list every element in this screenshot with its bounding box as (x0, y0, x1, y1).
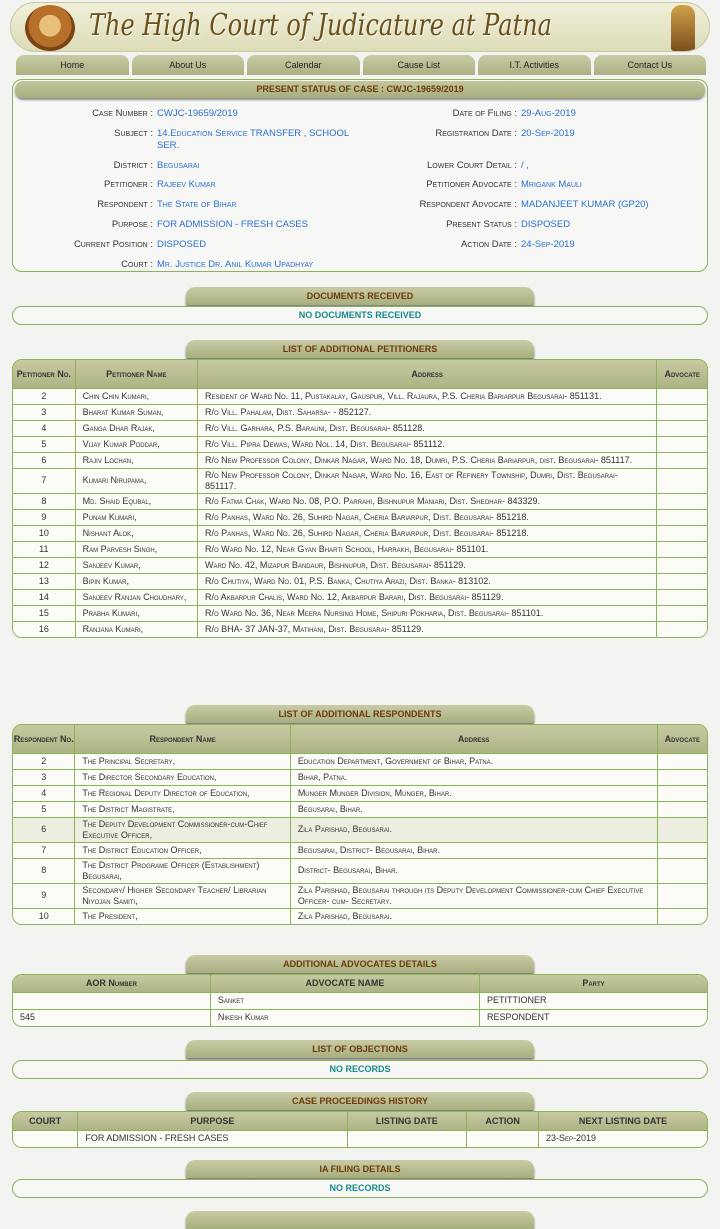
table-row (13, 509, 707, 525)
table-cell (657, 468, 707, 493)
column-header: COURT (13, 1112, 78, 1130)
table-cell: 9 (13, 509, 75, 525)
nav-cause-list[interactable]: Cause List (363, 55, 476, 75)
table-cell: The District Magistrate, (75, 801, 290, 817)
table-cell: 7 (13, 842, 75, 858)
status-field-value: Mr. Justice Dr. Anil Kumar Upadhyay (157, 259, 314, 270)
table-cell: Secondary/ Higher Secondary Teacher/ Librarian Niyojan Samiti, (75, 883, 290, 908)
table-cell: The Regional Deputy Director of Education, (75, 785, 290, 801)
table-row (13, 541, 707, 557)
table-cell: Bipin Kumar, (75, 573, 197, 589)
table-cell (657, 817, 707, 842)
table-cell (657, 404, 707, 420)
table-cell: Education Department, Government of Bihar, Patna. (290, 753, 657, 769)
status-field-label: Present Status : (446, 219, 517, 230)
court-seal-logo (25, 5, 75, 51)
petitioners-table-panel (12, 359, 708, 638)
table-cell: The District Programe Officer (Establishment) Begusarai, (75, 858, 290, 883)
table-row (13, 769, 707, 785)
status-field-label: Current Position : (73, 239, 153, 250)
table-cell: The Deputy Development Commissioner-cum-Chief Executive Officer, (75, 817, 290, 842)
table-cell (347, 1130, 467, 1147)
column-header: AOR Number (13, 975, 210, 992)
status-field-value: Begusarai (157, 160, 200, 171)
status-field-label: Case Number : (92, 108, 153, 119)
table-cell: R/o Vill. Pipra Dewas, Ward Nol. 14, Dist. Begusarai- 851112. (198, 436, 657, 452)
table-header-row (13, 975, 707, 992)
status-field-value: 29-Aug-2019 (521, 108, 576, 119)
table-cell: FOR ADMISSION - FRESH CASES (78, 1130, 347, 1147)
next-section-heading (186, 1211, 534, 1229)
table-row (13, 785, 707, 801)
table-cell: 4 (13, 785, 75, 801)
table-cell: 6 (13, 817, 75, 842)
documents-panel (12, 306, 708, 325)
status-field-value: 24-Sep-2019 (521, 239, 575, 250)
column-header: Petitioner Name (75, 360, 197, 388)
table-header-row (13, 725, 707, 753)
status-field-label: Respondent : (97, 199, 153, 210)
status-field-label: Purpose : (111, 219, 153, 230)
table-cell: Zila Parishad, Begusarai. (290, 817, 657, 842)
table-row (13, 573, 707, 589)
table-cell: Nishant Alok, (75, 525, 197, 541)
table-cell: Resident of Ward No. 11, Pustakalay, Gauspur, Vill. Rajaura, P.S. Cheria Bariarpur Begusarai- 851131. (198, 388, 657, 404)
table-cell: 4 (13, 420, 75, 436)
history-table-panel (12, 1111, 708, 1148)
table-cell: 5 (13, 436, 75, 452)
table-row (13, 436, 707, 452)
table-cell (657, 509, 707, 525)
table-row (13, 908, 707, 924)
table-cell: 13 (13, 573, 75, 589)
table-row (13, 858, 707, 883)
status-field-value: MADANJEET KUMAR (GP20) (521, 199, 649, 210)
respondents-table-panel (12, 724, 708, 925)
table-cell (13, 992, 210, 1009)
table-row (13, 589, 707, 605)
column-header: PURPOSE (78, 1112, 347, 1130)
table-cell: 5 (13, 801, 75, 817)
status-field-value: DISPOSED (521, 219, 571, 230)
table-row (13, 404, 707, 420)
nav-contact-us[interactable]: Contact Us (594, 55, 707, 75)
table-cell (657, 883, 707, 908)
objections-panel (12, 1060, 708, 1079)
column-header: Respondent No. (13, 725, 75, 753)
table-cell: 15 (13, 605, 75, 621)
table-cell (657, 557, 707, 573)
table-cell: R/o Akbarpur Chalis, Ward No. 12, Akbarpur Barari, Dist. Begusarai- 851129. (198, 589, 657, 605)
table-row (13, 468, 707, 493)
table-cell (657, 769, 707, 785)
nav-about-us[interactable]: About Us (132, 55, 245, 75)
column-header: Address (198, 360, 657, 388)
table-cell: R/o Fatma Chak, Ward No. 08, P.O. Parrahi, Bishnupur Maniari, Dist. Sheohar- 843329. (198, 493, 657, 509)
table-cell: Ram Parvesh Singh, (75, 541, 197, 557)
table-row (13, 801, 707, 817)
table-cell: Nikesh Kumar (210, 1009, 479, 1026)
table-cell (657, 908, 707, 924)
site-title: The High Court of Judicature at Patna (89, 8, 552, 43)
table-cell (657, 621, 707, 637)
table-cell: Chin Chin Kumari, (75, 388, 197, 404)
status-field-value: 14.Education Service TRANSFER , SCHOOL SER. (157, 128, 349, 151)
status-field-label: Registration Date : (435, 128, 517, 139)
table-cell: Ward No. 42, Mizapur Bandaur, Bishnupur, Dist. Begusarai- 851129. (198, 557, 657, 573)
table-cell (657, 525, 707, 541)
table-row (13, 842, 707, 858)
table-cell: Punam Kumari, (75, 509, 197, 525)
table-cell: Sanket (210, 992, 479, 1009)
table-cell (657, 589, 707, 605)
table-cell: 8 (13, 493, 75, 509)
table-cell (657, 842, 707, 858)
table-cell (657, 436, 707, 452)
table-cell (657, 605, 707, 621)
column-header: LISTING DATE (347, 1112, 467, 1130)
table-cell (657, 452, 707, 468)
table-cell: R/o BHA- 37 JAN-37, Matihani, Dist. Begusarai- 851129. (198, 621, 657, 637)
status-field-label: Lower Court Detail : (427, 160, 517, 171)
column-header: ACTION (467, 1112, 539, 1130)
table-cell (657, 388, 707, 404)
table-cell: R/o Panhas, Ward No. 26, Suhird Nagar, Cheria Bariarpur, Dist. Begusarai- 851218. (198, 525, 657, 541)
table-cell: 11 (13, 541, 75, 557)
table-cell: Sanjeev Kumar, (75, 557, 197, 573)
table-cell: R/o Vill. Garhara, P.S. Barauni, Dist. Begusarai- 851128. (198, 420, 657, 436)
status-field-label: Respondent Advocate : (419, 199, 517, 210)
column-header: Petitioner No. (13, 360, 75, 388)
main-nav (16, 55, 706, 75)
column-header: Respondent Name (75, 725, 290, 753)
table-row (13, 1130, 707, 1147)
table-cell (657, 753, 707, 769)
table-row (13, 525, 707, 541)
table-cell: Ranjana Kumari, (75, 621, 197, 637)
status-field-label: Subject : (114, 128, 153, 139)
table-row (13, 1009, 707, 1026)
status-field-value: Mrigank Mauli (521, 179, 582, 190)
table-cell (657, 573, 707, 589)
respondents-table (13, 725, 707, 924)
petitioners-table (13, 360, 707, 637)
column-header: NEXT LISTING DATE (539, 1112, 707, 1130)
table-cell: R/o Chutiya, Ward No. 01, P.S. Banka, Chutiya Arazi, Dist. Banka- 813102. (198, 573, 657, 589)
table-cell (657, 858, 707, 883)
table-row (13, 605, 707, 621)
case-status-title: PRESENT STATUS OF CASE : CWJC-19659/2019 (15, 81, 705, 98)
table-cell: 2 (13, 388, 75, 404)
no-ia-records-text: NO RECORDS (329, 1183, 391, 1193)
table-cell: 6 (13, 452, 75, 468)
table-row (13, 992, 707, 1009)
table-cell: 10 (13, 525, 75, 541)
table-cell (657, 801, 707, 817)
table-cell: Bihar, Patna. (290, 769, 657, 785)
table-cell: Munger Munger Division, Munger, Bihar. (290, 785, 657, 801)
table-cell: R/o New Professor Colony, Dinkar Nagar, Ward No. 18, Dumri, P.S. Cheria Bariarpur, dist. Begusarai- 851117. (198, 452, 657, 468)
table-cell (657, 785, 707, 801)
table-cell: 545 (13, 1009, 210, 1026)
table-cell: The Director Secondary Education, (75, 769, 290, 785)
table-cell (13, 1130, 78, 1147)
no-objections-text: NO RECORDS (329, 1064, 391, 1074)
history-table (13, 1112, 707, 1147)
table-cell: 3 (13, 769, 75, 785)
status-field-value: Rajeev Kumar (157, 179, 216, 190)
objections-heading: LIST OF OBJECTIONS (186, 1040, 534, 1058)
table-cell: Md. Shaid Equbal, (75, 493, 197, 509)
table-row (13, 420, 707, 436)
case-status-panel (12, 79, 708, 272)
column-header: Advocate (657, 725, 707, 753)
advocates-table-panel (12, 974, 708, 1027)
table-cell: Vijay Kumar Poddar, (75, 436, 197, 452)
table-header-row (13, 360, 707, 388)
table-row (13, 557, 707, 573)
table-cell: RESPONDENT (480, 1009, 707, 1026)
status-field-value: / , (521, 160, 529, 171)
table-cell: 14 (13, 589, 75, 605)
petitioners-heading: LIST OF ADDITIONAL PETITIONERS (186, 340, 534, 358)
no-documents-text: NO DOCUMENTS RECEIVED (298, 310, 422, 320)
table-cell (467, 1130, 539, 1147)
documents-heading: DOCUMENTS RECEIVED (186, 287, 534, 305)
table-cell: 8 (13, 858, 75, 883)
table-cell: Begusarai, District- Begusarai, Bihar. (290, 842, 657, 858)
table-cell: Zila Parishad, Begusarai. (290, 908, 657, 924)
table-cell: R/o Vill. Pahalam, Dist. Saharsa- - 852127. (198, 404, 657, 420)
table-cell: Zila Parishad, Begusarai through its Deputy Development Commissioner-cum Chief Executive Officer- cum- Secretary. (290, 883, 657, 908)
nav-it-activities[interactable]: I.T. Activities (478, 55, 591, 75)
table-cell: District- Begusarai, Bihar. (290, 858, 657, 883)
table-row (13, 753, 707, 769)
status-field-label: Date of Filing : (452, 108, 517, 119)
site-banner (10, 2, 710, 52)
table-row (13, 388, 707, 404)
history-heading: CASE PROCEEDINGS HISTORY (186, 1092, 534, 1110)
ia-filing-heading: IA FILING DETAILS (186, 1160, 534, 1178)
column-header: ADVOCATE NAME (210, 975, 479, 992)
table-row (13, 621, 707, 637)
table-cell: R/o New Professor Colony, Dinkar Nagar, Ward No. 16, East of Refinery Township, Dumri, Dist. Begusarai- 851117. (198, 468, 657, 493)
table-cell: The Principal Secretary, (75, 753, 290, 769)
table-cell: Prabha Kumari, (75, 605, 197, 621)
nav-home[interactable]: Home (16, 55, 129, 75)
table-cell: 16 (13, 621, 75, 637)
status-field-label: Court : (121, 259, 153, 270)
table-cell: 2 (13, 753, 75, 769)
nav-calendar[interactable]: Calendar (247, 55, 360, 75)
table-cell (657, 420, 707, 436)
table-cell (657, 493, 707, 509)
status-field-value: CWJC-19659/2019 (157, 108, 238, 119)
column-header: Advocate (657, 360, 707, 388)
status-field-value: DISPOSED (157, 239, 207, 250)
table-cell: Ganga Dhar Rajak, (75, 420, 197, 436)
table-cell: Sanjeev Ranjan Choudhary, (75, 589, 197, 605)
status-field-value: The State of Bihar (157, 199, 237, 210)
table-cell: Kumari Nirupama, (75, 468, 197, 493)
table-cell: 9 (13, 883, 75, 908)
column-header: Party (480, 975, 707, 992)
status-field-value: FOR ADMISSION - FRESH CASES (157, 219, 308, 230)
table-cell: 3 (13, 404, 75, 420)
table-cell: R/o Panhas, Ward No. 26, Suhird Nagar, Cheria Bariarpur, Dist. Begusarai- 851218. (198, 509, 657, 525)
table-row (13, 817, 707, 842)
status-field-value: 20-Sep-2019 (521, 128, 575, 139)
respondents-heading: LIST OF ADDITIONAL RESPONDENTS (186, 705, 534, 723)
table-cell: The President, (75, 908, 290, 924)
table-cell: R/o Ward No. 36, Near Meera Nursing Home, Shipuri Pokharia, Dist. Begusarai- 851101. (198, 605, 657, 621)
table-cell: 12 (13, 557, 75, 573)
column-header: Address (290, 725, 657, 753)
table-cell (657, 541, 707, 557)
table-cell: Rajiv Lochan, (75, 452, 197, 468)
table-header-row (13, 1112, 707, 1130)
status-field-label: Petitioner : (104, 179, 153, 190)
advocates-table (13, 975, 707, 1026)
table-row (13, 452, 707, 468)
table-cell: Bharat Kumar Suman, (75, 404, 197, 420)
table-row (13, 493, 707, 509)
table-cell: PETITTIONER (480, 992, 707, 1009)
table-row (13, 883, 707, 908)
table-cell: 7 (13, 468, 75, 493)
status-field-label: District : (113, 160, 153, 171)
table-cell: 10 (13, 908, 75, 924)
advocates-heading: ADDITIONAL ADVOCATES DETAILS (186, 955, 534, 973)
ia-filing-panel (12, 1179, 708, 1198)
status-field-label: Petitioner Advocate : (426, 179, 517, 190)
justice-statue-icon (671, 5, 695, 51)
table-cell: R/o Ward No. 12, Near Gyan Bharti School, Harrakh, Begusarai- 851101. (198, 541, 657, 557)
table-cell: 23-Sep-2019 (539, 1130, 707, 1147)
table-cell: The District Education Officer, (75, 842, 290, 858)
table-cell: Begusarai, Bihar. (290, 801, 657, 817)
status-field-label: Action Date : (461, 239, 517, 250)
